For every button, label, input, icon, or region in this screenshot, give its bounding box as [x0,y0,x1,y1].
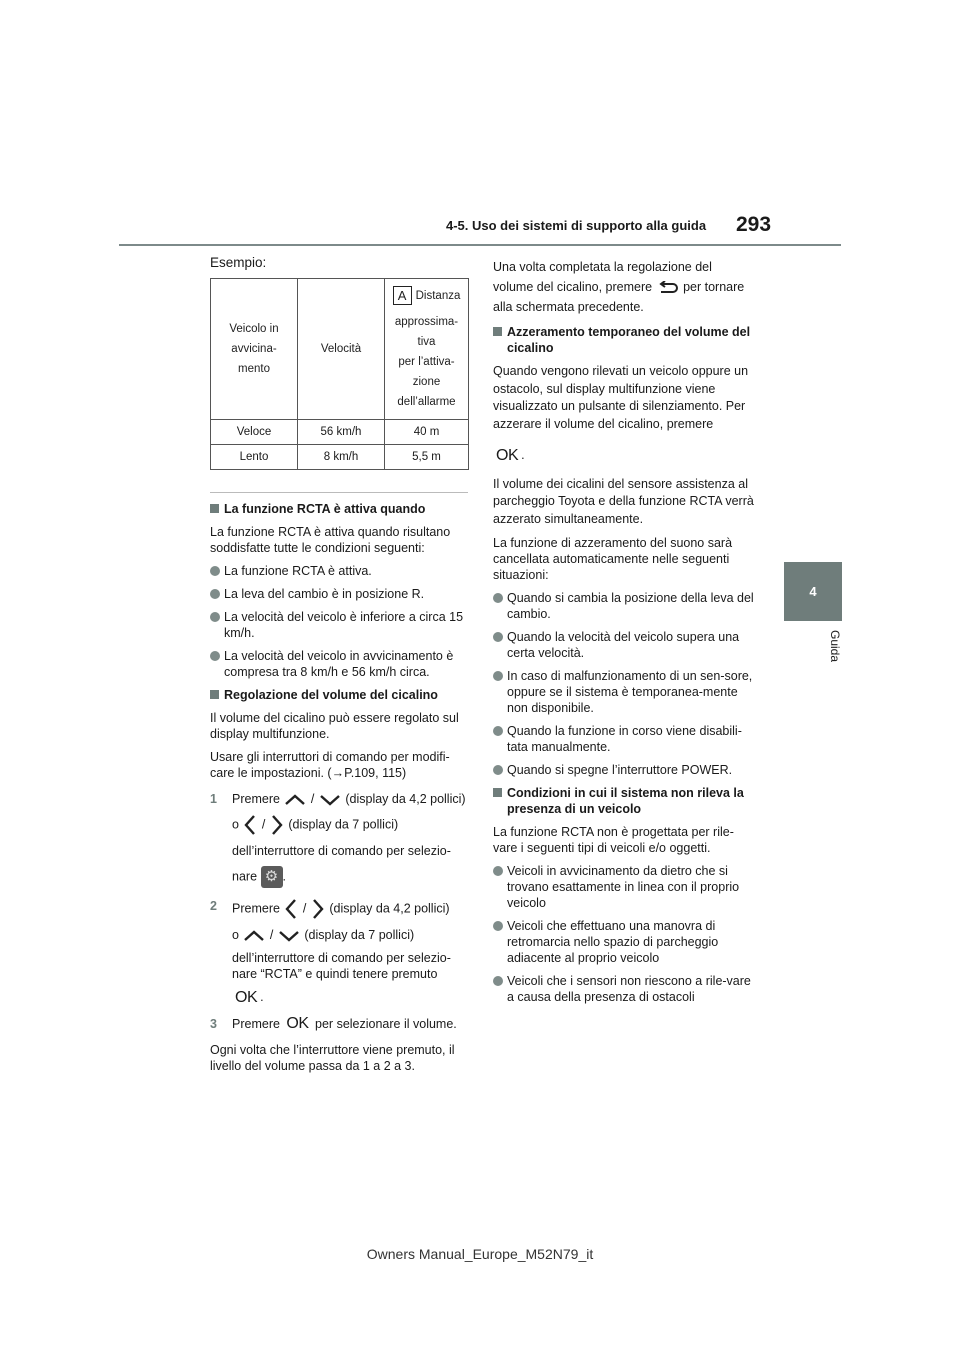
list-item-text: In caso di malfunzionamento di un sen-sore, oppure se il sistema è temporanea-mente non disponibile. [507,669,753,716]
list-item [493,762,755,778]
table-row [211,445,469,470]
left-column [210,255,468,1081]
chevron-down-icon [277,930,301,942]
list-item [210,648,468,680]
header-line: per l’attiva- [398,356,455,368]
paragraph: La funzione RCTA è attiva quando risultano soddisfatte tutte le condizioni seguenti: [210,525,451,555]
step-text: per selezionare il volume. [315,1016,457,1031]
step-number: 1 [210,792,217,806]
bullet-icon [210,589,220,599]
chevron-left-icon [242,814,258,836]
ok-icon: OK [496,446,519,464]
chevron-right-icon [269,814,285,836]
paragraph: Quando vengono rilevati un veicolo oppure un ostacolo, sul display multifunzione viene visualizzato un pulsante di silenziamento. Per azzerare il volume del cicalino, premere [493,364,749,431]
section-square-icon [210,504,219,513]
paragraph-text: Usare gli interruttori di comando per modifi-care le impostazioni. ( [210,750,450,780]
header-a-line [385,286,468,306]
bullet-icon [493,976,503,986]
chevron-up-icon [242,930,266,942]
header-line: tiva [417,336,436,348]
step-1-cont [210,866,468,888]
paragraph: La funzione di azzeramento del suono sarà cancellata automaticamente nelle seguenti situazioni: [493,536,733,583]
list-item [493,973,755,1005]
section-heading-text: La funzione RCTA è attiva quando [224,502,426,516]
section-square-icon [210,690,219,699]
section-heading [210,687,468,703]
example-label: Esempio: [210,255,267,270]
step-3 [210,1016,468,1033]
chapter-tab[interactable]: 4 [784,562,842,621]
list-item-text: Quando la velocità del veicolo supera una certa velocità. [507,630,740,661]
list-item [493,723,755,755]
bullet-icon [493,593,503,603]
header-divider [119,244,841,246]
step-text: Premere [232,1016,280,1031]
chevron-right-icon [310,898,326,920]
footer-text: Owners Manual_Europe_M52N79_it [366,1246,594,1262]
slash-separator: / [269,928,274,942]
section-heading [210,501,468,517]
bullet-icon [210,612,220,622]
ok-icon: OK [235,988,258,1006]
header-line: dell’allarme [397,396,456,408]
list-item [210,586,468,602]
chevron-down-icon [318,794,342,806]
table-header-cell [298,279,385,420]
gear-icon: ⚙ [261,866,283,888]
page-number: 293 [736,213,772,236]
step-text: Premere [232,792,280,806]
table-row [211,420,469,445]
table-cell: Veloce [211,420,298,445]
warning-distance-table [210,278,469,470]
back-arrow-icon [656,281,680,295]
slash-separator: / [310,792,315,806]
step-text: (display da 7 pollici) [304,928,415,942]
step-1 [210,791,468,807]
list-item-text: Quando la funzione in corso viene disabili-tata manualmente. [507,724,742,755]
period: . [521,448,525,462]
section-heading-text: Azzeramento temporaneo del volume del cicalino [507,325,751,355]
list-item-text: Quando si spegne l’interruttore POWER. [507,763,733,778]
list-item [493,590,755,622]
right-column [493,257,755,1012]
paragraph [210,749,468,781]
list-item [493,863,755,911]
bullet-icon [210,566,220,576]
step-number: 2 [210,899,217,913]
paragraph-text: per tornare alla schermata precedente. [493,280,745,314]
chapter-label [784,630,842,662]
table-cell: 8 km/h [298,445,385,470]
table-cell: 56 km/h [298,420,385,445]
header-line: mento [238,363,270,375]
step-text: (display da 7 pollici) [288,817,399,832]
callout-a-label: A [393,286,412,305]
list-item-text: La funzione RCTA è attiva. [224,564,372,578]
list-item [210,563,468,579]
paragraph: Il volume del cicalino può essere regolato sul display multifunzione. [210,711,459,741]
slash-separator: / [302,901,307,916]
bullet-icon [210,651,220,661]
section-heading-text: Condizioni in cui il sistema non rileva la presenza di un veicolo [507,786,744,817]
bullet-icon [493,866,503,876]
header-line: zione [412,376,441,388]
chapter-label-text: Guida [828,630,842,663]
section-heading-text: Regolazione del volume del cicalino [224,688,438,702]
table-cell: 40 m [385,420,469,445]
table-header-row [211,279,469,420]
table-header-cell [211,279,298,420]
period: . [260,990,264,1004]
step-2-alt [210,927,468,943]
ok-icon: OK [286,1015,309,1033]
list-item-text: Quando si cambia la posizione della leva del cambio. [507,591,754,622]
bullet-icon [493,765,503,775]
step-text: (display da 4,2 pollici) [345,792,466,806]
list-item-text: La velocità del veicolo è inferiore a circa 15 km/h. [224,610,464,640]
paragraph [493,257,755,317]
chevron-left-icon [283,898,299,920]
list-item [493,918,755,966]
step-text: Premere [232,901,280,916]
slash-separator: / [261,817,266,832]
list-item-text: Veicoli che i sensori non riescono a rile-vare a causa della presenza di ostacoli [507,974,751,1005]
section-heading [493,785,755,817]
paragraph: Ogni volta che l’interruttore viene premuto, il livello del volume passa da 1 a 2 a 3. [210,1043,455,1074]
header-line: avvicina- [231,343,277,355]
list-item-text: La velocità del veicolo in avvicinamento è compresa tra 8 km/h e 56 km/h circa. [224,649,454,679]
step-2 [210,898,468,920]
list-item [493,629,755,661]
step-text: (display da 4,2 pollici) [329,901,450,916]
paragraph: Il volume dei cicalini del sensore assistenza al parcheggio Toyota e della funzione RCTA verrà azzerato simultaneamente. [493,476,754,526]
paragraph-text: Una volta completata la regolazione del volume del cicalino, premere [493,260,712,294]
step-text: nare [232,869,258,884]
section-square-icon [493,327,502,336]
step-2-cont [210,989,468,1006]
period: . [282,869,286,884]
table-divider [210,492,468,493]
bullet-icon [493,671,503,681]
bullet-icon [493,921,503,931]
table-cell: 5,5 m [385,445,469,470]
section-title: 4-5. Uso dei sistemi di supporto alla guida [446,218,707,233]
step-text: o [232,928,239,942]
chevron-up-icon [283,794,307,806]
bullet-icon [493,726,503,736]
step-text: o [232,817,239,832]
header-line: Velocità [320,343,362,355]
step-1-cont: dell’interruttore di comando per selezio- [232,844,451,858]
list-item [493,668,755,716]
table-header-cell [385,279,469,420]
header-line: Veicolo in [229,323,279,335]
section-heading [493,324,755,356]
step-number: 3 [210,1016,217,1031]
table-cell: Lento [211,445,298,470]
paragraph: La funzione RCTA non è progettata per rile-vare i seguenti tipi di veicoli e/o oggetti. [493,825,734,856]
paragraph [493,447,755,464]
header-line: approssima- [394,316,459,328]
page-reference-link[interactable]: →P.109, 115) [331,766,407,780]
bullet-icon [493,632,503,642]
step-2-cont: dell’interruttore di comando per selezio-nare “RCTA” e quindi tenere premuto [232,951,451,981]
section-square-icon [493,788,502,797]
list-item-text: Veicoli che effettuano una manovra di retromarcia nello spazio di parcheggio adiacente al proprio veicolo [507,919,719,966]
list-item-text: La leva del cambio è in posizione R. [224,587,425,601]
list-item [210,609,468,641]
step-1-alt [210,814,468,836]
list-item-text: Veicoli in avvicinamento da dietro che si trovano esattamente in linea con il proprio veicolo [507,864,740,911]
header-line: Distanza [415,290,461,302]
